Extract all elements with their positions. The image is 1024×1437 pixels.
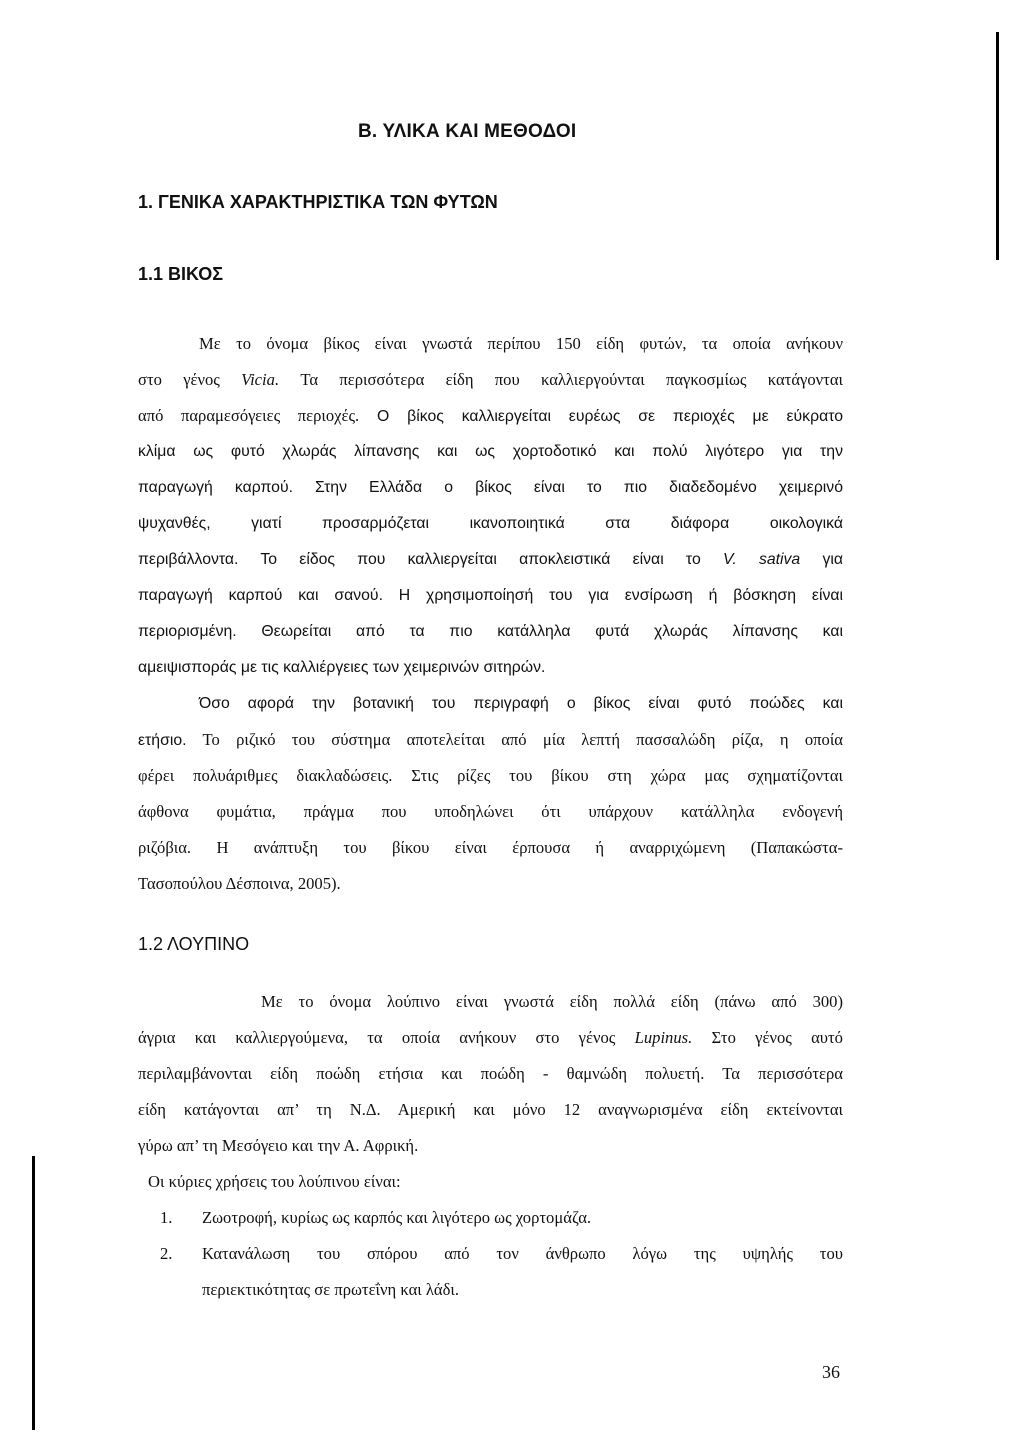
paragraph-line: ψυχανθές, γιατί προσαρμόζεται ικανοποιητικά στα διάφορα οικολογικά	[138, 515, 843, 532]
paragraph-line: άφθονα φυμάτια, πράγμα που υποδηλώνει ότι υπάρχουν κατάλληλα ενδογενή	[138, 802, 843, 821]
paragraph-line: από παραμεσόγειες περιοχές. Ο βίκος καλλιεργείται ευρέως σε περιοχές με εύκρατο	[138, 406, 844, 425]
paragraph-line: είδη κατάγονται απ’ τη Ν.Δ. Αμερική και μόνο 12 αναγνωρισμένα είδη εκτείνονται	[138, 1100, 843, 1119]
paragraph-line: άγρια και καλλιεργούμενα, τα οποία ανήκουν στο γένος Lupinus. Στο γένος αυτό	[138, 1028, 843, 1047]
list-item: Κατανάλωση του σπόρου από τον άνθρωπο λόγω της υψηλής του	[202, 1244, 843, 1263]
paragraph-line: Με το όνομα λούπινο είναι γνωστά είδη πολλά είδη (πάνω από 300)	[261, 992, 843, 1011]
paragraph-line: κλίμα ως φυτό χλωράς λίπανσης και ως χορτοδοτικό και πολύ λιγότερο για την	[138, 443, 843, 460]
paragraph-line: Όσο αφορά την βοτανική του περιγραφή ο βίκος είναι φυτό ποώδες και	[199, 695, 843, 712]
scan-edge-right	[996, 32, 999, 260]
list-item-number: 2.	[160, 1244, 173, 1263]
list-item: Ζωοτροφή, κυρίως ως καρπός και λιγότερο ως χορτομάζα.	[202, 1208, 592, 1227]
paragraph-line: φέρει πολυάριθμες διακλαδώσεις. Στις ρίζες του βίκου στη χώρα μας σχηματίζονται	[138, 766, 843, 785]
paragraph-line: Τασοπούλου Δέσποινα, 2005).	[138, 874, 341, 893]
paragraph-line: παραγωγή καρπού και σανού. Η χρησιμοποίησή του για ενσίρωση ή βόσκηση είναι	[138, 587, 843, 604]
paragraph-line: Με το όνομα βίκος είναι γνωστά περίπου 150 είδη φυτών, τα οποία ανήκουν	[199, 334, 843, 353]
paragraph-line: αμειψισποράς με τις καλλιέργειες των χειμερινών σιτηρών.	[138, 659, 546, 676]
paragraph-line: περιλαμβάνονται είδη ποώδη ετήσια και ποώδη - θαμνώδη πολυετή. Τα περισσότερα	[138, 1064, 843, 1083]
page-number: 36	[822, 1362, 840, 1382]
section-heading-general: 1. ΓΕΝΙΚΑ ΧΑΡΑΚΤΗΡΙΣΤΙΚΑ ΤΩΝ ΦΥΤΩΝ	[138, 192, 498, 212]
section-heading-vikos: 1.1 ΒΙΚΟΣ	[138, 264, 223, 284]
paragraph-line: περιορισμένη. Θεωρείται από τα πιο κατάλληλα φυτά χλωράς λίπανσης και	[138, 623, 843, 640]
list-item-number: 1.	[160, 1208, 173, 1227]
paragraph-line: παραγωγή καρπού. Στην Ελλάδα ο βίκος είναι το πιο διαδεδομένο χειμερινό	[138, 479, 843, 496]
page-title: Β. ΥΛΙΚΑ ΚΑΙ ΜΕΘΟΔΟΙ	[358, 121, 577, 142]
paragraph-line: ετήσιο. Το ριζικό του σύστημα αποτελείται από μία λεπτή πασσαλώδη ρίζα, η οποία	[138, 730, 843, 749]
scan-edge-left	[32, 1156, 35, 1430]
section-heading-loupino: 1.2 ΛΟΥΠΙΝΟ	[138, 934, 250, 954]
list-item-continuation: περιεκτικότητας σε πρωτεΐνη και λάδι.	[202, 1280, 460, 1299]
paragraph-line: στο γένος Vicia. Τα περισσότερα είδη που καλλιεργούνται παγκοσμίως κατάγονται	[138, 370, 843, 389]
paragraph-line: περιβάλλοντα. Το είδος που καλλιεργείται αποκλειστικά είναι το V. sativa για	[138, 551, 843, 568]
paragraph-line: ριζόβια. Η ανάπτυξη του βίκου είναι έρπουσα ή αναρριχώμενη (Παπακώστα-	[138, 838, 843, 857]
paragraph-line: γύρω απ’ τη Μεσόγειο και την Α. Αφρική.	[138, 1136, 419, 1155]
uses-intro: Οι κύριες χρήσεις του λούπινου είναι:	[148, 1172, 401, 1191]
